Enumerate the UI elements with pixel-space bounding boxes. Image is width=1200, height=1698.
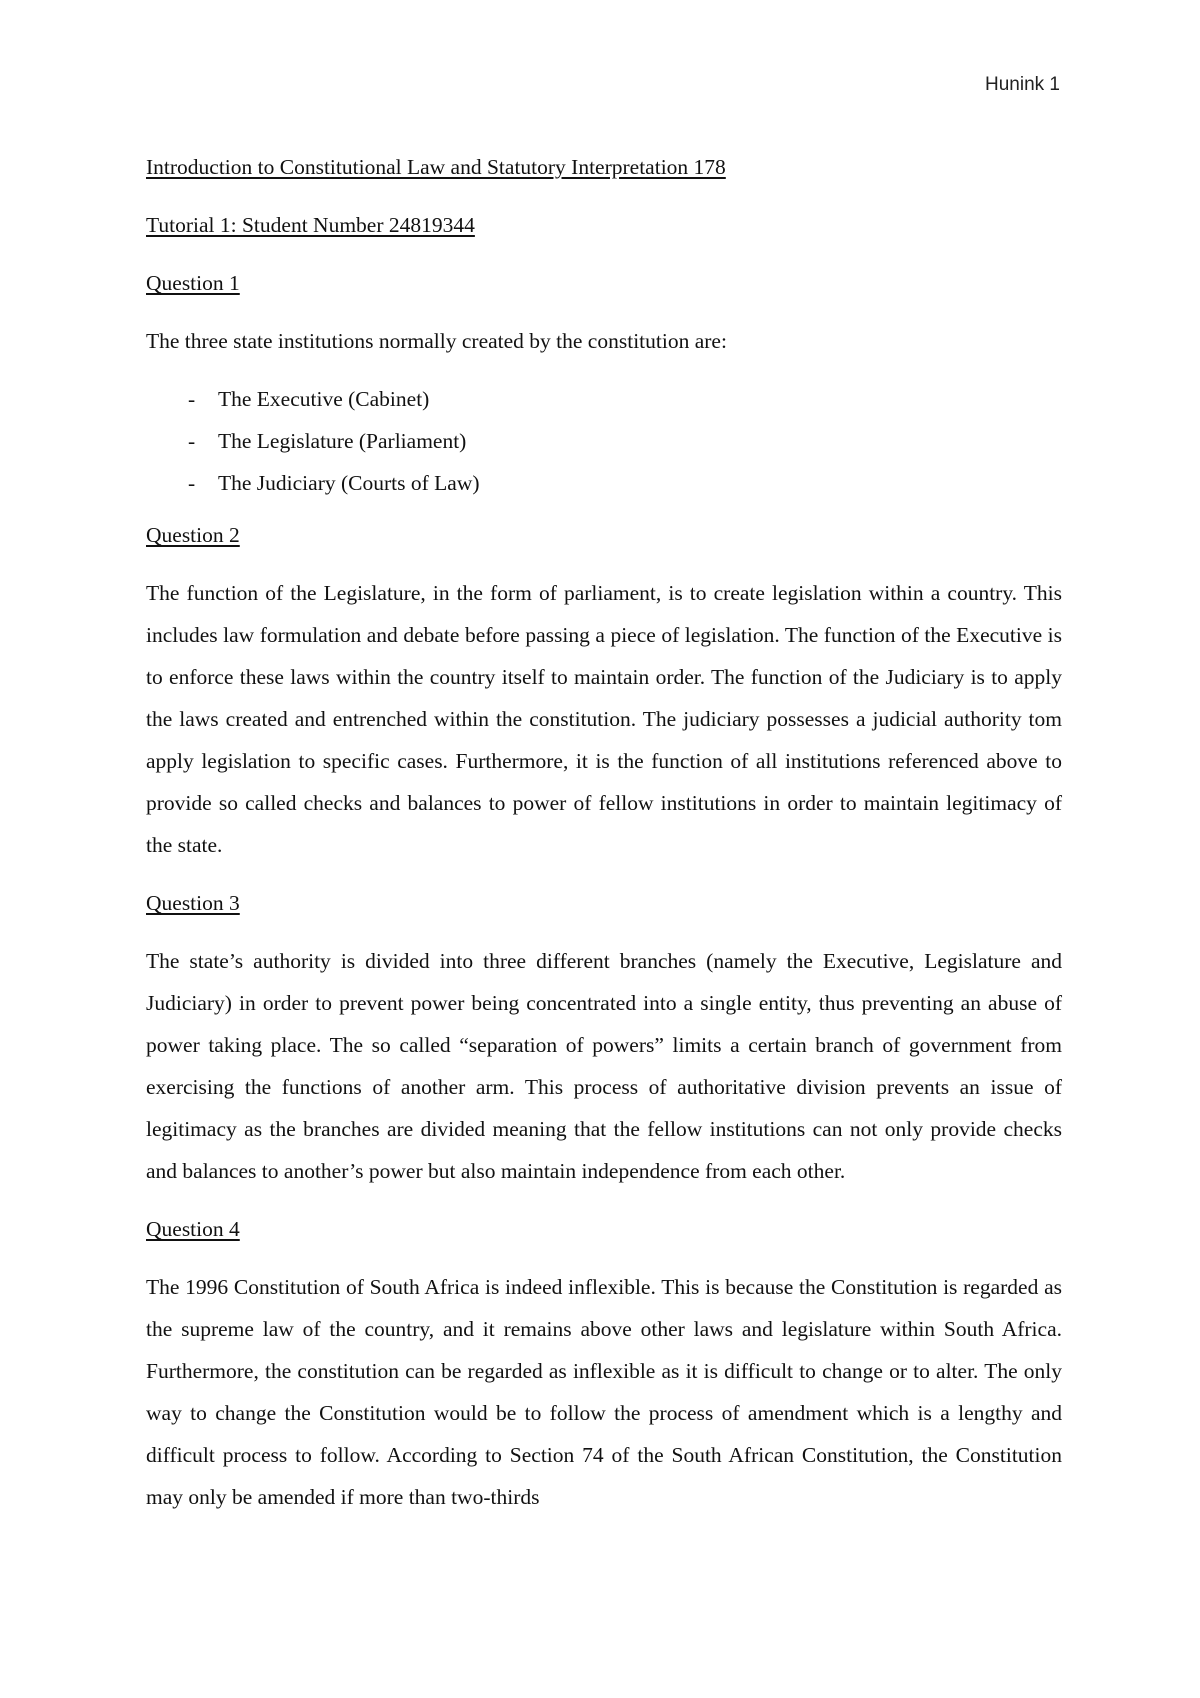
document-body (146, 146, 1062, 1534)
dash-bullet: - (188, 387, 196, 411)
question-2-answer: The function of the Legislature, in the form of parliament, is to create legislation within a country. This includes law formulation and debate before passing a piece of legislation. The function of the Executive is to enforce these laws within the country itself to maintain order. The function of the Judiciary is to apply the laws created and entrenched within the constitution. The judiciary possesses a judicial authority tom apply legislation to specific cases. Furthermore, it is the function of all institutions referenced above to provide so called checks and balances to power of fellow institutions in order to maintain legitimacy of the state. (146, 581, 1062, 857)
document-subtitle: Tutorial 1: Student Number 24819344 (146, 213, 475, 237)
dash-bullet: - (188, 429, 196, 453)
question-1-intro: The three state institutions normally created by the constitution are: (146, 329, 727, 353)
list-item-text: The Judiciary (Courts of Law) (218, 471, 480, 495)
question-2-heading: Question 2 (146, 523, 240, 547)
question-3-heading: Question 3 (146, 891, 240, 915)
list-item (146, 462, 1062, 504)
question-4-answer: The 1996 Constitution of South Africa is indeed inflexible. This is because the Constitution is regarded as the supreme law of the country, and it remains above other laws and legislature within South Africa. Furthermore, the constitution can be regarded as inflexible as it is difficult to change or to alter. The only way to change the Constitution would be to follow the process of amendment which is a lengthy and difficult process to follow. According to Section 74 of the South African Constitution, the Constitution may only be amended if more than two-thirds (146, 1275, 1062, 1509)
page-header: Hunink 1 (985, 74, 1060, 95)
question-4-heading: Question 4 (146, 1217, 240, 1241)
list-item (146, 420, 1062, 462)
dash-bullet: - (188, 471, 196, 495)
list-item-text: The Executive (Cabinet) (218, 387, 430, 411)
list-item (146, 378, 1062, 420)
document-title: Introduction to Constitutional Law and Statutory Interpretation 178 (146, 155, 726, 179)
question-3-answer: The state’s authority is divided into three different branches (namely the Executive, Legislature and Judiciary) in order to prevent power being concentrated into a single entity, thus preventing an abuse of power taking place. The so called “separation of powers” limits a certain branch of government from exercising the functions of another arm. This process of authoritative division prevents an issue of legitimacy as the branches are divided meaning that the fellow institutions can not only provide checks and balances to another’s power but also maintain independence from each other. (146, 949, 1062, 1183)
institutions-list (146, 378, 1062, 504)
question-1-heading: Question 1 (146, 271, 240, 295)
list-item-text: The Legislature (Parliament) (218, 429, 467, 453)
